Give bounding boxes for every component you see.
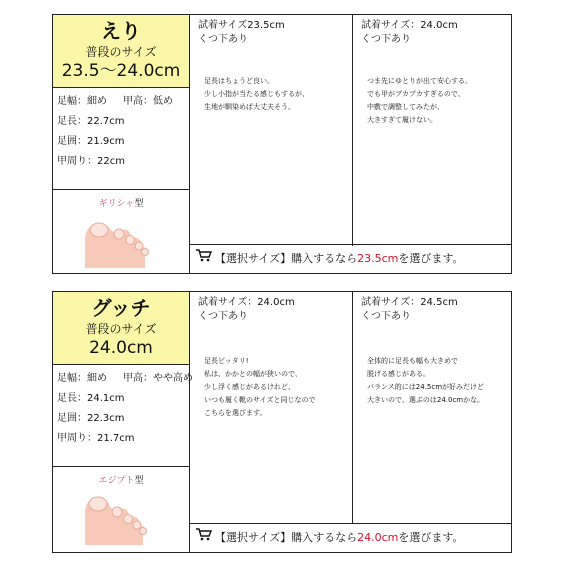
trial-socks: くつ下あり [361,34,411,45]
foot-type-name: エジプト [98,476,135,486]
width-value: 細め [87,373,107,384]
trial-size: 試着サイズ：24.0cm [361,20,458,31]
trial-comment [198,75,344,114]
buy-prefix: 【選択サイズ】購入するなら [215,252,358,265]
buy-prefix: 【選択サイズ】購入するなら [215,531,358,544]
instep-value: やや高め [153,373,193,384]
spec-row-girth [57,132,185,152]
comment-line: 大きすぎて履けない。 [367,116,437,124]
foot-type-label [53,196,189,209]
profile-header [53,292,189,365]
instep-girth-label: 甲周り： [57,156,97,167]
trial-comment [361,355,503,407]
trial-column-1 [190,15,353,246]
comment-line: 中敷で調整してみたが、 [367,103,444,111]
length-value: 24.1cm [87,393,125,404]
trial-socks: くつ下あり [361,311,411,322]
instep-label: 甲高： [123,373,153,384]
reviewer-name: グッチ [91,296,151,320]
comment-line: でも甲がブカブカすぎるので、 [367,90,465,98]
comment-line: 足長ピッタリ! [204,357,249,365]
comment-line: つま先にゆとりが出て安心する。 [367,77,472,85]
foot-type-label [53,473,189,486]
girth-value: 21.9cm [87,136,125,147]
instep-girth-label: 甲周り： [57,433,97,444]
spec-row-girth [57,409,185,429]
foot-type-suffix: 型 [134,199,144,209]
review-card-eri [52,14,512,274]
girth-value: 22.3cm [87,413,125,424]
foot-specs [53,365,193,467]
comment-line: 大きいので、選ぶのは24.0cmかな。 [367,396,485,404]
shopping-cart-icon [196,245,212,273]
foot-illustration-icon [81,487,163,545]
girth-label: 足囲： [57,413,87,424]
shopping-cart-icon [196,524,212,552]
buy-suffix: を選びます。 [398,252,464,265]
trial-size: 試着サイズ：24.0cm [198,297,295,308]
spec-row-instep-girth [57,152,185,172]
reviewer-name: えり [101,19,141,43]
comment-line: こちらを選びます。 [204,409,267,417]
trial-section [190,292,511,552]
usual-size-label: 普段のサイズ [85,322,157,336]
trial-comment [198,355,344,420]
width-value: 細め [87,96,107,107]
comment-line: 私は、かかとの幅が狭いので、 [204,370,302,378]
foot-specs [53,88,189,190]
buy-suffix: を選びます。 [398,531,464,544]
trial-comment [361,75,503,127]
spec-row-instep-girth [57,429,185,449]
foot-type-suffix: 型 [134,476,144,486]
spec-row-length [57,389,185,409]
foot-type-panel [53,190,189,274]
usual-size-value: 23.5〜24.0cm [61,61,181,81]
length-label: 足長： [57,116,87,127]
profile-column [53,15,190,273]
spec-row-width [57,369,193,389]
width-label: 足幅： [57,96,87,107]
comment-line: いつも履く靴のサイズと同じなので [204,396,316,404]
trial-column-1 [190,292,353,523]
trial-size: 試着サイズ23.5cm [198,20,285,31]
trial-socks: くつ下あり [198,311,248,322]
spec-row-length [57,112,185,132]
spec-row-width [57,92,185,112]
instep-girth-value: 21.7cm [97,433,135,444]
comment-line: 足長はちょうど良い。 [204,77,274,85]
selected-size-bar [190,523,511,552]
comment-line: 生地が馴染めば大丈夫そう。 [204,103,295,111]
review-card-gucci [52,291,512,553]
length-label: 足長： [57,393,87,404]
length-value: 22.7cm [87,116,125,127]
selected-size-bar [190,244,511,273]
girth-label: 足囲： [57,136,87,147]
comment-line: 少し小指が当たる感じもするが、 [204,90,309,98]
usual-size-value: 24.0cm [89,338,153,358]
foot-type-name: ギリシャ [98,199,135,209]
trial-socks: くつ下あり [198,34,248,45]
comment-line: バランス的には24.5cmが好みだけど [367,383,485,391]
selected-size: 23.5cm [357,252,399,265]
comment-line: 脱げる感じがある。 [367,370,430,378]
trial-section [190,15,511,273]
instep-value: 低め [153,96,173,107]
selected-size: 24.0cm [357,531,399,544]
foot-illustration-icon [81,210,163,268]
profile-column [53,292,193,552]
width-label: 足幅： [57,373,87,384]
instep-label: 甲高： [123,96,153,107]
trial-column-2 [353,292,511,523]
instep-girth-value: 22cm [97,156,125,167]
foot-type-panel [53,467,189,551]
comment-line: 少し浮く感じがあるけれど、 [204,383,295,391]
comment-line: 全体的に足長も幅も大きめで [367,357,458,365]
trial-size: 試着サイズ：24.5cm [361,297,458,308]
usual-size-label: 普段のサイズ [85,45,157,59]
trial-column-2 [353,15,511,246]
profile-header [53,15,189,88]
